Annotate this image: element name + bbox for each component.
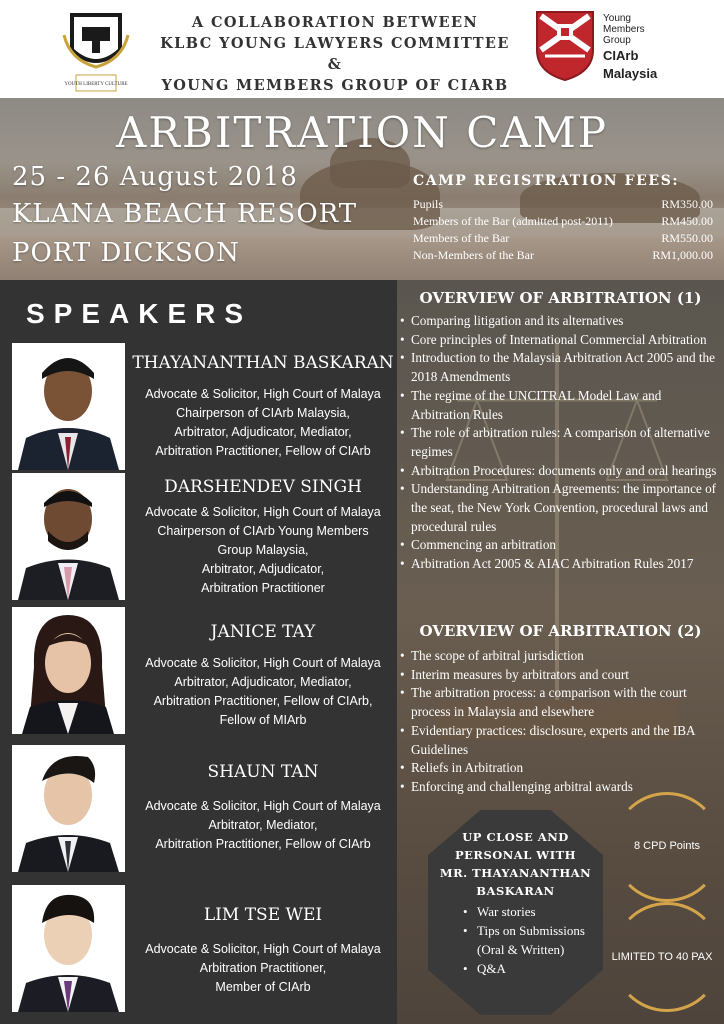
- speaker-name: SHAUN TAN: [207, 762, 319, 782]
- speaker-name: JANICE TAY: [210, 622, 316, 642]
- speaker-description: [127, 385, 399, 461]
- desc-line: Advocate & Solicitor, High Court of Malaya: [145, 942, 381, 956]
- speaker-name: LIM TSE WEI: [203, 905, 323, 925]
- list-item: • Q&A: [463, 959, 603, 978]
- fee-row: [413, 247, 713, 264]
- fee-row: [413, 230, 713, 247]
- list-item: • Interim measures by arbitrators and court: [398, 666, 722, 685]
- fee-label: Non-Members of the Bar: [413, 248, 534, 262]
- desc-line: Arbitrator, Adjudicator,: [201, 562, 325, 576]
- up-close-list: [463, 902, 603, 978]
- title-line: BASKARAN: [476, 884, 555, 898]
- collab-line: YOUNG MEMBERS GROUP OF CIARB: [161, 77, 509, 94]
- list-item: • Understanding Arbitration Agreements: the importance of the seat, the New York Convention, procedural laws and procedural rules: [398, 480, 722, 536]
- ciarb-small-line: Members: [603, 24, 645, 35]
- desc-line: Advocate & Solicitor, High Court of Malaya: [145, 656, 381, 670]
- ciarb-small-line: Group: [603, 35, 631, 46]
- desc-line: Member of CIArb: [215, 980, 311, 994]
- speaker-photo: [12, 745, 125, 872]
- desc-line: Arbitration Practitioner, Fellow of CIArb,: [153, 694, 373, 708]
- speaker-name: DARSHENDEV SINGH: [164, 477, 362, 497]
- fees-table: [413, 196, 713, 264]
- speaker-photo: [12, 473, 125, 600]
- speaker-photo: [12, 343, 125, 470]
- speaker-description: [127, 654, 399, 730]
- list-item: • Arbitration Act 2005 & AIAC Arbitration Rules 2017: [398, 555, 722, 574]
- klbc-logo-text: YOUTH LIBERTY CULTURE: [64, 82, 128, 87]
- venue-line2: PORT DICKSON: [12, 238, 240, 268]
- title-line: PERSONAL WITH: [454, 848, 577, 862]
- desc-line: Chairperson of CIArb Young Members: [157, 524, 369, 538]
- speaker-description: [127, 940, 399, 997]
- overview-1-title: OVERVIEW OF ARBITRATION (1): [419, 289, 702, 307]
- list-item: • War stories: [463, 902, 603, 921]
- ciarb-shield-logo: [535, 10, 595, 82]
- desc-line: Arbitration Practitioner, Fellow of CIArb: [155, 444, 371, 458]
- fee-label: Members of the Bar (admitted post-2011): [413, 214, 613, 228]
- event-date: 25 - 26 August 2018: [12, 162, 298, 192]
- desc-line: Advocate & Solicitor, High Court of Malaya: [145, 799, 381, 813]
- list-item: • Commencing an arbitration: [398, 536, 722, 555]
- title-line: MR. THAYANANTHAN: [439, 866, 592, 880]
- speaker-name: THAYANANTHAN BASKARAN: [132, 353, 394, 373]
- pax-limit-label: LIMITED TO 40 PAX: [611, 951, 713, 963]
- speaker-description: [127, 503, 399, 598]
- klbc-logo: [60, 5, 132, 93]
- overview-2-title: OVERVIEW OF ARBITRATION (2): [419, 622, 702, 640]
- up-close-title: [438, 828, 593, 900]
- desc-line: Arbitrator, Adjudicator, Mediator,: [174, 425, 352, 439]
- list-item: • Core principles of International Commercial Arbitration: [398, 331, 722, 350]
- desc-line: Fellow of MIArb: [219, 713, 307, 727]
- desc-line: Advocate & Solicitor, High Court of Malaya: [145, 387, 381, 401]
- desc-line: Arbitrator, Adjudicator, Mediator,: [174, 675, 352, 689]
- fee-label: Pupils: [413, 197, 444, 211]
- list-item: • The regime of the UNCITRAL Model Law and Arbitration Rules: [398, 387, 722, 424]
- list-item: • Evidentiary practices: disclosure, experts and the IBA Guidelines: [398, 722, 722, 759]
- list-item: • Introduction to the Malaysia Arbitration Act 2005 and the 2018 Amendments: [398, 349, 722, 386]
- desc-line: Chairperson of CIArb Malaysia,: [176, 406, 350, 420]
- speaker-photo: [12, 607, 125, 734]
- list-item: • The arbitration process: a comparison with the court process in Malaysia and elsewhere: [398, 684, 722, 721]
- list-item: • Comparing litigation and its alternatives: [398, 312, 722, 331]
- speakers-heading: SPEAKERS: [26, 298, 253, 329]
- ciarb-big-line: Malaysia: [603, 66, 658, 81]
- ciarb-big-line: CIArb: [603, 48, 639, 63]
- event-title: ARBITRATION CAMP: [116, 108, 608, 157]
- desc-line: Group Malaysia,: [217, 543, 309, 557]
- list-item: • Arbitration Procedures: documents only and oral hearings: [398, 462, 722, 481]
- overview-1-list: [398, 312, 722, 574]
- fee-row: [413, 213, 713, 230]
- desc-line: Advocate & Solicitor, High Court of Malaya: [145, 505, 381, 519]
- title-line: UP CLOSE AND: [462, 830, 569, 844]
- fee-row: [413, 196, 713, 213]
- collab-line: A COLLABORATION BETWEEN: [191, 14, 479, 31]
- fee-price: RM450.00: [661, 214, 713, 228]
- list-item: • The role of arbitration rules: A comparison of alternative regimes: [398, 424, 722, 461]
- header: [0, 0, 724, 98]
- collaboration-title: [150, 12, 520, 96]
- overview-2-list: [398, 647, 722, 797]
- list-item: • Enforcing and challenging arbitral awards: [398, 778, 722, 797]
- desc-line: Arbitration Practitioner, Fellow of CIArb: [155, 837, 371, 851]
- speaker-photo: [12, 885, 125, 1012]
- list-item: • The scope of arbitral jurisdiction: [398, 647, 722, 666]
- speaker-description: [127, 797, 399, 854]
- fee-price: RM350.00: [661, 197, 713, 211]
- desc-line: Arbitration Practitioner,: [199, 961, 327, 975]
- desc-line: Arbitration Practitioner: [201, 581, 325, 595]
- fees-title: CAMP REGISTRATION FEES:: [413, 173, 680, 189]
- fee-price: RM550.00: [661, 231, 713, 245]
- list-item: • Reliefs in Arbitration: [398, 759, 722, 778]
- cpd-points-label: 8 CPD Points: [633, 840, 701, 852]
- fee-price: RM1,000.00: [652, 248, 713, 262]
- collab-line: KLBC YOUNG LAWYERS COMMITTEE &: [160, 35, 510, 73]
- desc-line: Arbitrator, Mediator,: [208, 818, 318, 832]
- ciarb-small-line: Young: [603, 13, 631, 24]
- fee-label: Members of the Bar: [413, 231, 510, 245]
- venue-line1: KLANA BEACH RESORT: [12, 199, 358, 229]
- ciarb-malaysia-label: [603, 13, 657, 82]
- list-item: • Tips on Submissions (Oral & Written): [463, 921, 603, 959]
